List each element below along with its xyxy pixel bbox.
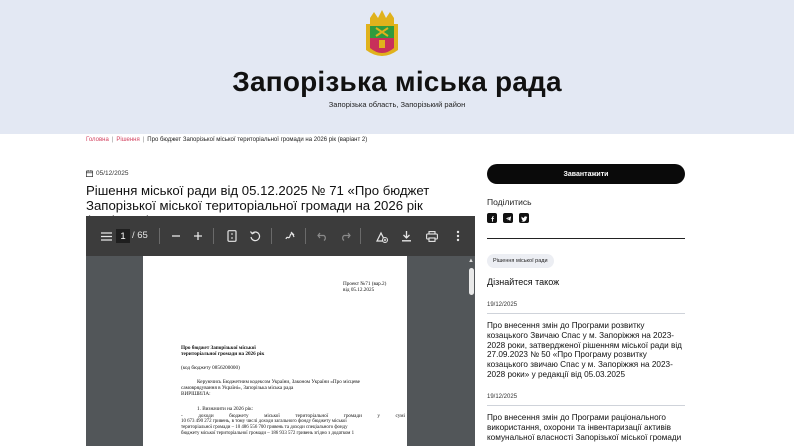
pdf-text-line: територіальної громади – 10 486 556 700 гривень та доходи спеціального фонду (181, 425, 348, 430)
more-options-icon[interactable] (450, 228, 466, 244)
related-item-date: 19/12/2025 (487, 394, 518, 400)
site-subtitle: Запорізька область, Запорізький район (328, 100, 466, 109)
breadcrumb-separator: | (111, 137, 114, 143)
toolbar-divider (305, 228, 306, 244)
category-tag[interactable]: Рішення міської ради (487, 254, 554, 268)
pdf-project-number: Проект №71 (вар.2) (343, 281, 387, 287)
breadcrumb-decisions[interactable]: Рішення (116, 137, 140, 143)
share-label: Поділитись (487, 197, 532, 207)
related-item-link[interactable]: Про внесення змін до Програми розвитку козацького Звичаю Спас у м. Запоріжжя на 2023-2028 роки, затвердженої рішенням міської ради від 27.09.2023 № 50 «Про Програму розвитку козацького звичаю Спас у м. Запоріжжя на 2023-2028 роки» у редакції від 05.03.2025 (487, 321, 682, 379)
pdf-text-line: Керуючись Бюджетним кодексом України, Законом України «Про місцеве (197, 379, 360, 385)
telegram-icon[interactable] (503, 213, 513, 223)
page-number-input[interactable]: 1 (116, 229, 130, 243)
redo-icon[interactable] (337, 228, 353, 244)
sidebar-divider (487, 238, 685, 239)
pdf-page (143, 256, 407, 446)
related-item-link[interactable]: Про внесення змін до Програми раціонального використання, охорони та інвентаризації активів комунальної власності Запорізької міської громади (487, 413, 682, 442)
city-coat-of-arms-icon[interactable] (362, 10, 402, 64)
breadcrumb-current: Про бюджет Запорізької міської територіальної громади на 2026 рік (варіант 2) (147, 137, 368, 143)
related-item-divider (487, 313, 685, 314)
calendar-icon (86, 170, 93, 177)
save-annotations-icon[interactable] (373, 228, 389, 244)
toolbar-divider (271, 228, 272, 244)
site-header (0, 0, 794, 134)
undo-icon[interactable] (314, 228, 330, 244)
breadcrumb-separator: | (142, 137, 145, 143)
rotate-icon[interactable] (247, 228, 263, 244)
article-date (86, 170, 129, 177)
related-heading: Дізнайтеся також (487, 277, 560, 287)
fit-page-icon[interactable] (224, 228, 240, 244)
page-total: / 65 (132, 230, 148, 241)
site-title[interactable]: Запорізька міська рада (232, 66, 562, 97)
facebook-icon[interactable] (487, 213, 497, 223)
toolbar-divider (159, 228, 160, 244)
breadcrumb (86, 137, 367, 143)
related-item-divider (487, 405, 685, 406)
pdf-text-line: 10 673 490 272 гривень, в тому числі доходи загального фонду бюджету міської (181, 419, 347, 424)
pdf-project-date: від 05.12.2025 (343, 287, 375, 293)
toolbar-divider (213, 228, 214, 244)
pdf-text-line: бюджету міської територіальної громади – 186 933 572 гривень згідно з додатком 1 (181, 431, 355, 436)
draw-icon[interactable] (282, 228, 298, 244)
toolbar-divider (360, 228, 361, 244)
pdf-scroll-thumb[interactable] (469, 268, 474, 295)
pdf-budget-code: (код бюджету 0856200000) (181, 365, 240, 371)
pdf-text-line: - доходи бюджету міської територіальної громади у сумі (181, 413, 405, 419)
pdf-toolbar (86, 216, 475, 256)
related-item-date: 19/12/2025 (487, 302, 518, 308)
pdf-heading-line: територіальної громади на 2026 рік (181, 351, 265, 357)
download-button[interactable]: Завантажити (487, 164, 685, 184)
breadcrumb-home[interactable]: Головна (86, 137, 109, 143)
article-date-text: 05/12/2025 (96, 170, 129, 177)
zoom-in-icon[interactable] (190, 228, 206, 244)
pdf-text-line: 1. Визначити на 2026 рік: (197, 406, 254, 412)
scroll-up-arrow-icon[interactable]: ▲ (468, 258, 474, 264)
download-icon[interactable] (398, 228, 414, 244)
pdf-text-line: самоврядування в Україні», Запорізька міська рада (181, 385, 294, 391)
pdf-heading-line: Про бюджет Запорізької міської (181, 345, 256, 351)
pdf-text-line: ВИРІШИЛА: (181, 391, 211, 397)
pdf-viewer[interactable] (86, 216, 475, 446)
twitter-icon[interactable] (519, 213, 529, 223)
zoom-out-icon[interactable] (168, 228, 184, 244)
article-title: Рішення міської ради від 05.12.2025 № 71 «Про бюджет Запорізької міської територіальної громади на 2026 рік (86, 183, 430, 213)
outline-menu-icon[interactable] (98, 228, 114, 244)
print-icon[interactable] (424, 228, 440, 244)
